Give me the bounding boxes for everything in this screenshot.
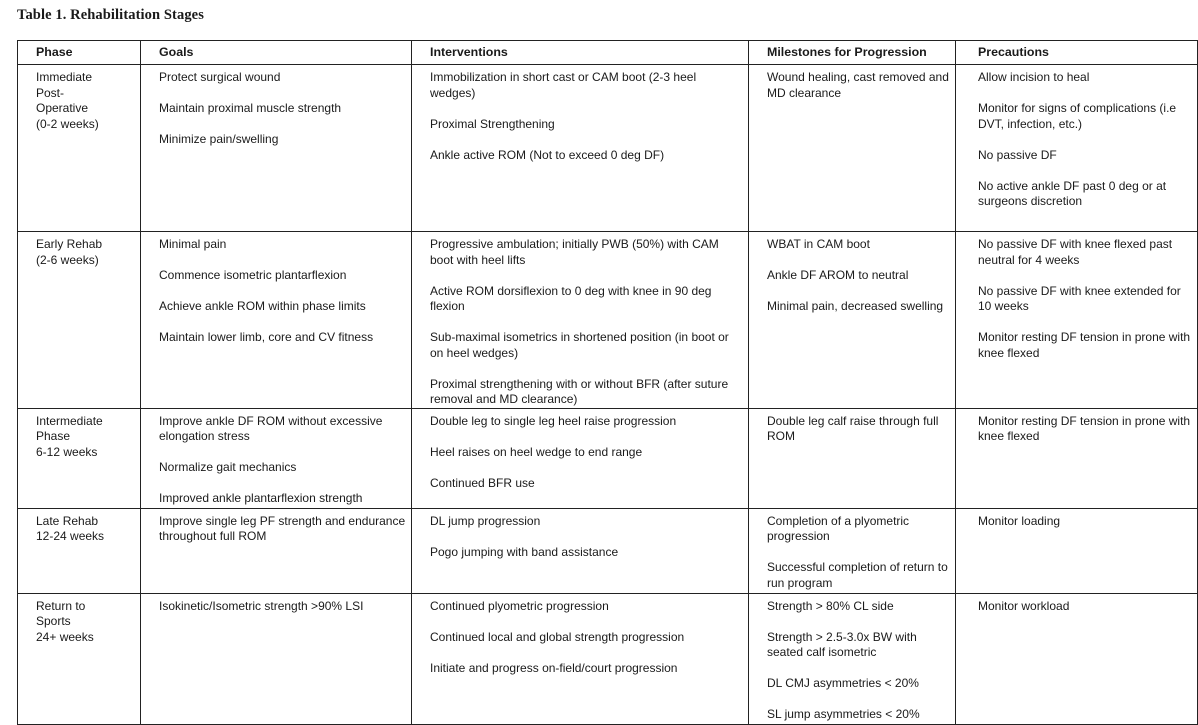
cell-interventions xyxy=(412,508,749,593)
milestones-item: Minimal pain, decreased swelling xyxy=(767,299,944,313)
interventions-item: Immobilization in short cast or CAM boot (2-3 heel wedges) xyxy=(430,70,697,100)
cell-precautions xyxy=(956,232,1198,409)
table-row xyxy=(18,65,1198,232)
table-row xyxy=(18,232,1198,409)
interventions-item: Continued local and global strength progression xyxy=(430,629,685,644)
table-title: Table 1. Rehabilitation Stages xyxy=(17,7,204,23)
cell-precautions xyxy=(956,593,1198,724)
precautions-item: Monitor resting DF tension in prone with knee flexed xyxy=(978,330,1191,360)
cell-goals xyxy=(141,508,412,593)
table-row xyxy=(18,593,1198,724)
precautions-item: Allow incision to heal xyxy=(978,70,1090,84)
phase-line: (2-6 weeks) xyxy=(36,252,99,267)
rehabilitation-stages-table xyxy=(17,40,1198,725)
precautions-item: Monitor resting DF tension in prone with knee flexed xyxy=(978,413,1191,443)
milestones-item: WBAT in CAM boot xyxy=(767,237,870,251)
milestones-item: Double leg calf raise through full ROM xyxy=(767,413,939,443)
cell-precautions xyxy=(956,65,1198,232)
precautions-item: Monitor loading xyxy=(978,513,1061,528)
cell-phase xyxy=(18,408,141,508)
goals-item: Maintain proximal muscle strength xyxy=(159,101,342,115)
goals-item: Improve single leg PF strength and endurance throughout full ROM xyxy=(159,513,406,543)
cell-milestones xyxy=(749,65,956,232)
precautions-item: No active ankle DF past 0 deg or at surgeons discretion xyxy=(978,178,1167,208)
phase-line: Late Rehab xyxy=(36,513,99,528)
cell-milestones xyxy=(749,232,956,409)
phase-line: Sports xyxy=(36,614,71,628)
milestones-item: Strength > 80% CL side xyxy=(767,598,894,613)
phase-line: Phase xyxy=(36,429,71,443)
cell-milestones xyxy=(749,508,956,593)
cell-goals xyxy=(141,408,412,508)
phase-line: Return to xyxy=(36,598,86,613)
milestones-item: Ankle DF AROM to neutral xyxy=(767,268,909,282)
cell-goals xyxy=(141,593,412,724)
cell-phase xyxy=(18,593,141,724)
goals-item: Minimize pain/swelling xyxy=(159,132,279,146)
interventions-item: Heel raises on heel wedge to end range xyxy=(430,444,643,459)
phase-line: 24+ weeks xyxy=(36,629,94,644)
goals-item: Improved ankle plantarflexion strength xyxy=(159,491,363,505)
precautions-item: Monitor for signs of complications (i.e DVT, infection, etc.) xyxy=(978,101,1177,131)
table-row xyxy=(18,508,1198,593)
cell-interventions xyxy=(412,593,749,724)
interventions-item: Pogo jumping with band assistance xyxy=(430,544,619,559)
phase-line: Operative xyxy=(36,101,89,115)
interventions-item: Continued BFR use xyxy=(430,475,535,490)
goals-item: Commence isometric plantarflexion xyxy=(159,268,347,282)
milestones-item: DL CMJ asymmetries < 20% xyxy=(767,676,919,690)
table-header-row xyxy=(18,41,1198,65)
header-interventions: Interventions xyxy=(412,41,749,65)
precautions-item: No passive DF with knee extended for 10 weeks xyxy=(978,283,1181,313)
milestones-item: Completion of a plyometric progression xyxy=(767,513,910,543)
header-precautions: Precautions xyxy=(956,41,1198,65)
goals-item: Achieve ankle ROM within phase limits xyxy=(159,299,366,313)
cell-phase xyxy=(18,65,141,232)
interventions-item: Proximal strengthening with or without BFR (after suture removal and MD clearance) xyxy=(430,376,729,406)
goals-item: Improve ankle DF ROM without excessive elongation stress xyxy=(159,413,383,443)
goals-item: Minimal pain xyxy=(159,237,227,251)
cell-milestones xyxy=(749,408,956,508)
cell-phase xyxy=(18,232,141,409)
interventions-item: Double leg to single leg heel raise progression xyxy=(430,413,677,428)
precautions-item: Monitor workload xyxy=(978,598,1070,613)
phase-line: Early Rehab xyxy=(36,237,103,251)
interventions-item: Proximal Strengthening xyxy=(430,116,555,131)
table-row xyxy=(18,408,1198,508)
milestones-item: Strength > 2.5-3.0x BW with seated calf isometric xyxy=(767,629,917,659)
interventions-item: Continued plyometric progression xyxy=(430,598,609,613)
phase-line: 6-12 weeks xyxy=(36,444,98,459)
interventions-item: Initiate and progress on-field/court progression xyxy=(430,660,678,675)
cell-goals xyxy=(141,232,412,409)
cell-phase xyxy=(18,508,141,593)
interventions-item: Sub-maximal isometrics in shortened position (in boot or on heel wedges) xyxy=(430,330,729,360)
goals-item: Maintain lower limb, core and CV fitness xyxy=(159,330,374,344)
cell-interventions xyxy=(412,232,749,409)
interventions-item: Progressive ambulation; initially PWB (50%) with CAM boot with heel lifts xyxy=(430,237,719,267)
milestones-item: SL jump asymmetries < 20% xyxy=(767,707,920,721)
interventions-item: Active ROM dorsiflexion to 0 deg with knee in 90 deg flexion xyxy=(430,283,712,313)
interventions-item: DL jump progression xyxy=(430,513,541,528)
goals-item: Protect surgical wound xyxy=(159,70,281,84)
goals-item: Isokinetic/Isometric strength >90% LSI xyxy=(159,598,364,613)
header-milestones: Milestones for Progression xyxy=(749,41,956,65)
cell-interventions xyxy=(412,65,749,232)
header-phase: Phase xyxy=(18,41,141,65)
milestones-item: Successful completion of return to run program xyxy=(767,560,948,590)
interventions-item: Ankle active ROM (Not to exceed 0 deg DF) xyxy=(430,147,665,162)
cell-milestones xyxy=(749,593,956,724)
precautions-item: No passive DF xyxy=(978,147,1057,162)
cell-goals xyxy=(141,65,412,232)
phase-line: Intermediate xyxy=(36,413,103,428)
milestones-item: Wound healing, cast removed and MD clearance xyxy=(767,70,949,100)
cell-interventions xyxy=(412,408,749,508)
cell-precautions xyxy=(956,508,1198,593)
precautions-item: No passive DF with knee flexed past neutral for 4 weeks xyxy=(978,237,1173,267)
phase-line: Immediate xyxy=(36,70,93,84)
phase-line: 12-24 weeks xyxy=(36,529,105,543)
cell-precautions xyxy=(956,408,1198,508)
goals-item: Normalize gait mechanics xyxy=(159,460,297,474)
phase-line: Post- xyxy=(36,85,65,100)
phase-line: (0-2 weeks) xyxy=(36,116,99,131)
header-goals: Goals xyxy=(141,41,412,65)
